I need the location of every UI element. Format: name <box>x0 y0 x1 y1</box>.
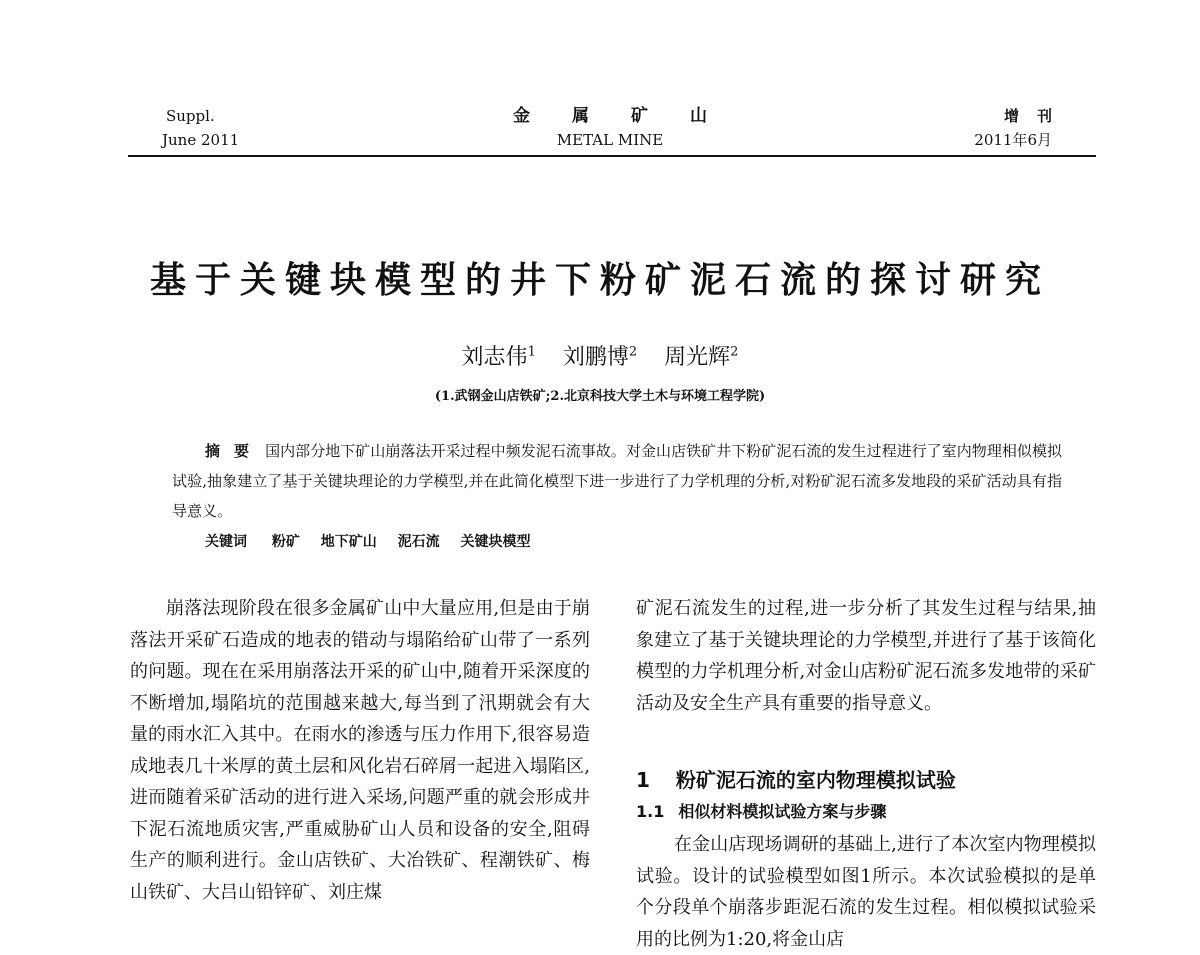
keyword: 泥石流 <box>397 534 440 550</box>
abstract <box>172 436 1062 526</box>
author: 刘志伟$^1$ <box>461 344 536 370</box>
journal-name-cn: 金属矿山 <box>513 106 749 126</box>
section-heading-1-1: 1.1 相似材料模拟试验方案与步骤 <box>636 802 887 821</box>
abstract-text: 国内部分地下矿山崩落法开采过程中频发泥石流事故。对金山店铁矿井下粉矿泥石流的发生过程进行了室内物理相似模拟试验,抽象建立了基于关键块理论的力学模型,并在此简化模型下进一步进行了力学机理的分析,对粉矿泥石流多发地段的采矿活动具有指导意义。 <box>172 442 1062 520</box>
section-1-1-paragraph: 在金山店现场调研的基础上,进行了本次室内物理模拟试验。设计的试验模型如图1所示。本次试验模拟的是单个分段单个崩落步距泥石流的发生过程。相似模拟试验采用的比例为1:20,将金山店 <box>636 834 1096 950</box>
body-left-column: 崩落法现阶段在很多金属矿山中大量应用,但是由于崩落法开采矿石造成的地表的错动与塌陷给矿山带了一系列的问题。现在在采用崩落法开采的矿山中,随着开采深度的不断增加,塌陷坑的范围越来越大,每当到了汛期就会有大量的雨水汇入其中。在雨水的渗透与压力作用下,很容易造成地表几十米厚的黄土层和风化岩石碎屑一起进入塌陷区,进而随着采矿活动的进行进入采场,问题严重的就会形成井下泥石流地质灾害,严重威胁矿山人员和设备的安全,阻碍生产的顺利进行。金山店铁矿、大冶铁矿、程潮铁矿、梅山铁矿、大吕山铅锌矿、刘庄煤 <box>130 598 590 903</box>
author: 刘鹏博$^2$ <box>562 344 638 370</box>
section-heading-1: 1 粉矿泥石流的室内物理模拟试验 <box>636 768 956 792</box>
body-right-column <box>636 593 1096 719</box>
paper-title: 基于关键块模型的井下粉矿泥石流的探讨研究 <box>149 259 1050 301</box>
keywords-label: 关键词 <box>205 534 247 550</box>
keyword: 关键块模型 <box>460 534 531 550</box>
journal-header-center <box>420 104 800 152</box>
keyword: 粉矿 <box>271 534 300 550</box>
header-rule <box>128 155 1096 157</box>
header-suppl: Suppl. <box>166 107 215 125</box>
keywords <box>205 531 547 551</box>
journal-name-en: METAL MINE <box>556 131 664 149</box>
body-right-paragraph: 矿泥石流发生的过程,进一步分析了其发生过程与结果,抽象建立了基于关键块理论的力学模型,并进行了基于该简化模型的力学机理分析,对金山店粉矿泥石流多发地带的采矿活动及安全生产具有重要的指导意义。 <box>636 598 1096 714</box>
keyword: 地下矿山 <box>320 534 377 550</box>
journal-header-right <box>974 104 1070 152</box>
journal-header-left <box>162 104 240 152</box>
affiliation: (1.武钢金山店铁矿;2.北京科技大学土木与环境工程学院) <box>434 389 766 404</box>
author: 周光辉$^2$ <box>664 344 739 370</box>
author-list <box>0 340 1200 371</box>
header-date-en: June 2011 <box>162 131 240 149</box>
abstract-label: 摘要 <box>205 442 264 460</box>
header-supplement-cn: 增刊 <box>1003 107 1070 125</box>
header-date-cn: 2011年6月 <box>974 131 1052 149</box>
